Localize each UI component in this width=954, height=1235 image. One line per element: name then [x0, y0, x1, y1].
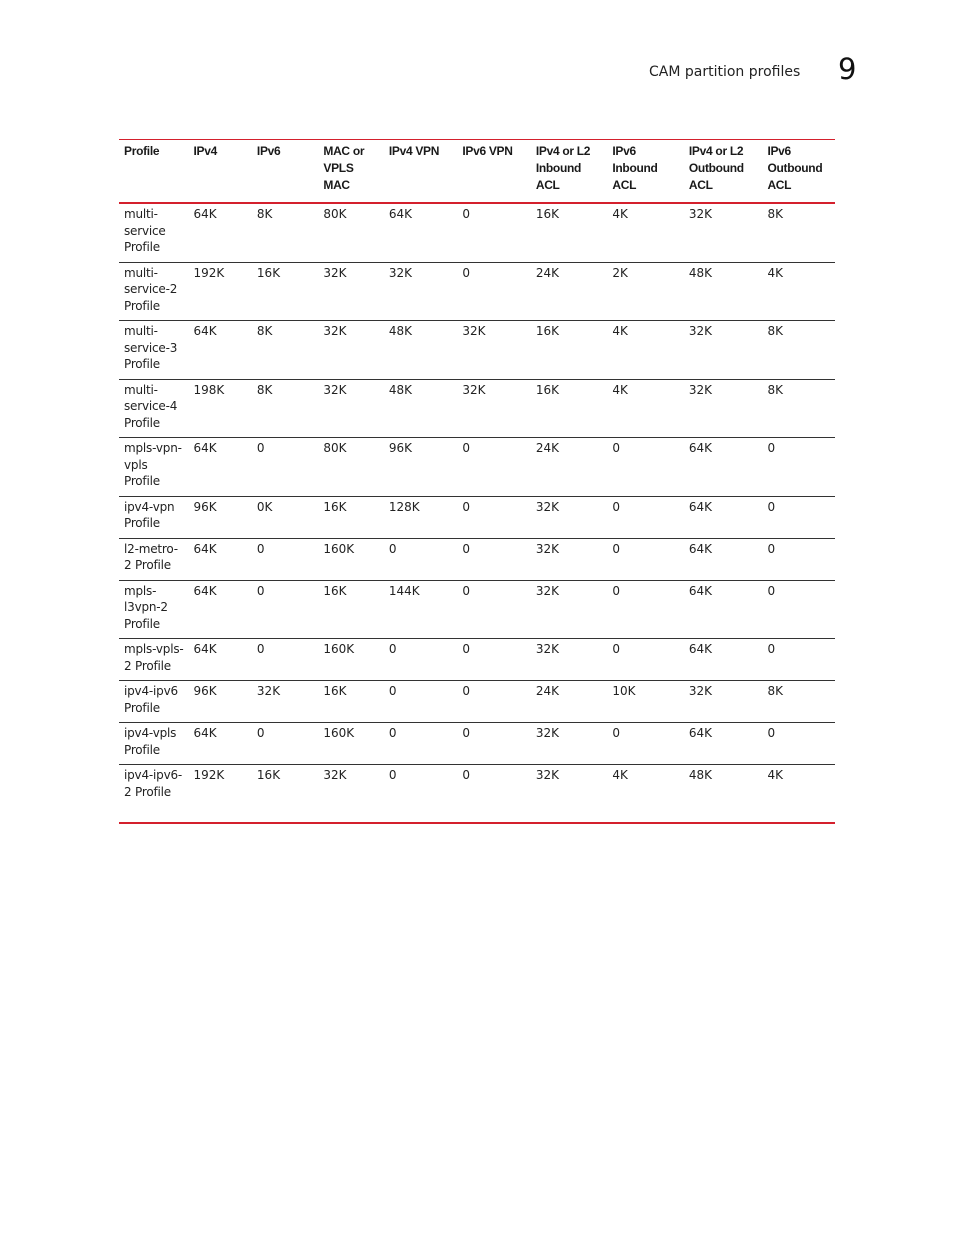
- table-cell: 160K: [323, 642, 355, 656]
- table-row: [119, 321, 835, 380]
- column-header: IPv6 Inbound ACL: [612, 144, 658, 192]
- table-cell: 8K: [767, 382, 783, 397]
- table-cell: 32K: [323, 768, 347, 782]
- table-cell: 64K: [193, 441, 217, 455]
- table-cell: 0: [462, 207, 470, 221]
- table-cell: 16K: [535, 207, 559, 221]
- table-cell: 160K: [323, 726, 355, 740]
- table-cell: 96K: [193, 684, 217, 698]
- table-cell: 96K: [388, 441, 412, 455]
- table-cell: 4K: [612, 324, 628, 338]
- table-cell: 198K: [193, 382, 225, 397]
- table-cell: 0: [612, 583, 620, 598]
- table-cell: 0: [612, 441, 620, 455]
- table-cell: 0: [767, 541, 776, 556]
- table-cell: 64K: [193, 541, 217, 556]
- profile-cell: multi-service Profile: [124, 207, 166, 254]
- table-cell: 0: [462, 499, 470, 514]
- chapter-number: 9: [838, 52, 857, 86]
- table-cell: 16K: [323, 499, 347, 514]
- table-cell: 4K: [767, 768, 783, 782]
- table-cell: 0K: [256, 499, 273, 514]
- table-cell: 64K: [688, 583, 713, 598]
- table-cell: 16K: [323, 684, 347, 698]
- table-cell: 8K: [767, 684, 783, 698]
- table-cell: 4K: [612, 382, 628, 397]
- table-cell: 32K: [688, 684, 713, 698]
- table-cell: 64K: [688, 441, 713, 455]
- table-cell: 0: [388, 726, 397, 740]
- table-cell: 32K: [535, 726, 559, 740]
- table-cell: 16K: [256, 768, 281, 782]
- table-cell: 128K: [388, 499, 420, 514]
- table-cell: 192K: [193, 768, 225, 782]
- table-cell: 32K: [535, 642, 559, 656]
- profile-cell: mpls-vpn-vpls Profile: [124, 441, 182, 488]
- table-cell: 4K: [767, 265, 783, 280]
- table-header-row: [119, 140, 835, 204]
- table-cell: 32K: [535, 583, 559, 598]
- table-cell: 32K: [535, 541, 559, 556]
- column-header: IPv4 VPN: [388, 144, 440, 158]
- table-cell: 0: [612, 499, 620, 514]
- table-cell: 160K: [323, 541, 355, 556]
- profile-cell: multi-service-2 Profile: [124, 265, 178, 313]
- column-header: IPv6 VPN: [462, 144, 513, 158]
- table-cell: 192K: [193, 265, 225, 280]
- table-cell: 64K: [193, 207, 217, 221]
- running-header-title: CAM partition profiles: [649, 64, 801, 80]
- cam-partition-table: [119, 139, 835, 824]
- profile-cell: multi-service-4 Profile: [124, 382, 178, 430]
- column-header: IPv6: [256, 144, 281, 158]
- column-header: IPv4 or L2 Outbound ACL: [688, 144, 744, 192]
- table-cell: 48K: [688, 265, 713, 280]
- table-cell: 8K: [767, 324, 783, 338]
- table-row: [119, 723, 835, 765]
- profile-cell: ipv4-vpls Profile: [124, 726, 177, 757]
- table-cell: 80K: [323, 207, 347, 221]
- table-cell: 32K: [462, 382, 486, 397]
- column-header: Profile: [124, 144, 160, 158]
- table-cell: 0: [462, 726, 470, 740]
- table-cell: 0: [767, 583, 776, 598]
- table-cell: 32K: [256, 684, 281, 698]
- table-cell: 64K: [193, 583, 217, 598]
- table-cell: 0: [767, 642, 776, 656]
- table-cell: 32K: [688, 382, 713, 397]
- table-cell: 0: [462, 265, 470, 280]
- table-cell: 64K: [688, 642, 713, 656]
- table-cell: 0: [256, 441, 265, 455]
- profile-cell: ipv4-vpn Profile: [124, 499, 175, 530]
- table-row: [119, 262, 835, 321]
- table-cell: 10K: [612, 684, 636, 698]
- table-cell: 16K: [535, 324, 559, 338]
- table-cell: 0: [388, 768, 397, 782]
- table-cell: 8K: [767, 207, 783, 221]
- table-row: [119, 379, 835, 438]
- table-cell: 0: [767, 726, 776, 740]
- table-row: [119, 681, 835, 723]
- table-row: [119, 765, 835, 823]
- table-cell: 8K: [256, 324, 273, 338]
- table-cell: 80K: [323, 441, 347, 455]
- table-cell: 0: [388, 642, 397, 656]
- table-row: [119, 496, 835, 538]
- table-row: [119, 538, 835, 580]
- table-cell: 0: [767, 499, 776, 514]
- table-cell: 96K: [193, 499, 217, 514]
- table-cell: 0: [256, 583, 265, 598]
- table-cell: 0: [256, 726, 265, 740]
- table-row: [119, 639, 835, 681]
- table-cell: 0: [767, 441, 776, 455]
- table-cell: 64K: [688, 499, 713, 514]
- table-cell: 8K: [256, 382, 273, 397]
- table-row: [119, 438, 835, 497]
- profile-cell: multi-service-3 Profile: [124, 324, 178, 371]
- profile-cell: ipv4-ipv6 Profile: [124, 684, 178, 715]
- table-cell: 4K: [612, 768, 628, 782]
- table-cell: 0: [462, 541, 470, 556]
- table-cell: 64K: [193, 324, 217, 338]
- table-cell: 48K: [388, 324, 412, 338]
- table-cell: 32K: [688, 207, 713, 221]
- table-row: [119, 580, 835, 639]
- table-cell: 0: [462, 441, 470, 455]
- table-cell: 0: [612, 642, 620, 656]
- table-cell: 32K: [462, 324, 486, 338]
- table-cell: 0: [256, 642, 265, 656]
- table-cell: 0: [462, 684, 470, 698]
- table-cell: 32K: [388, 265, 412, 280]
- table-cell: 0: [462, 583, 470, 598]
- table-cell: 16K: [535, 382, 559, 397]
- profile-cell: ipv4-ipv6-2 Profile: [124, 768, 183, 799]
- table-cell: 24K: [535, 684, 559, 698]
- table-cell: 32K: [535, 499, 559, 514]
- table-cell: 0: [462, 642, 470, 656]
- table-cell: 144K: [388, 583, 420, 598]
- table-cell: 64K: [193, 726, 217, 740]
- profile-cell: mpls-vpls-2 Profile: [124, 642, 184, 673]
- column-header: IPv6 Outbound ACL: [767, 144, 823, 192]
- table-cell: 64K: [688, 541, 713, 556]
- column-header: MAC or VPLS MAC: [323, 144, 365, 192]
- table-cell: 0: [462, 768, 470, 782]
- table-cell: 32K: [323, 382, 347, 397]
- profile-cell: l2-metro-2 Profile: [124, 541, 178, 572]
- column-header: IPv4 or L2 Inbound ACL: [535, 144, 591, 192]
- table-cell: 32K: [535, 768, 559, 782]
- table-cell: 0: [256, 541, 265, 556]
- table-cell: 2K: [612, 265, 628, 280]
- table-cell: 0: [612, 726, 620, 740]
- table-cell: 48K: [688, 768, 713, 782]
- table-cell: 24K: [535, 441, 559, 455]
- table-cell: 32K: [688, 324, 713, 338]
- profile-cell: mpls-l3vpn-2 Profile: [124, 583, 168, 631]
- table-cell: 4K: [612, 207, 628, 221]
- table-cell: 64K: [193, 642, 217, 656]
- table-cell: 48K: [388, 382, 412, 397]
- table-row: [119, 203, 835, 262]
- table-cell: 32K: [323, 265, 347, 280]
- column-header: IPv4: [193, 144, 217, 158]
- table-cell: 8K: [256, 207, 273, 221]
- table-cell: 32K: [323, 324, 347, 338]
- table-cell: 0: [388, 541, 397, 556]
- table-cell: 16K: [323, 583, 347, 598]
- table-cell: 24K: [535, 265, 559, 280]
- table-cell: 0: [388, 684, 397, 698]
- table-cell: 16K: [256, 265, 281, 280]
- table-cell: 64K: [388, 207, 412, 221]
- table-cell: 64K: [688, 726, 713, 740]
- table-cell: 0: [612, 541, 620, 556]
